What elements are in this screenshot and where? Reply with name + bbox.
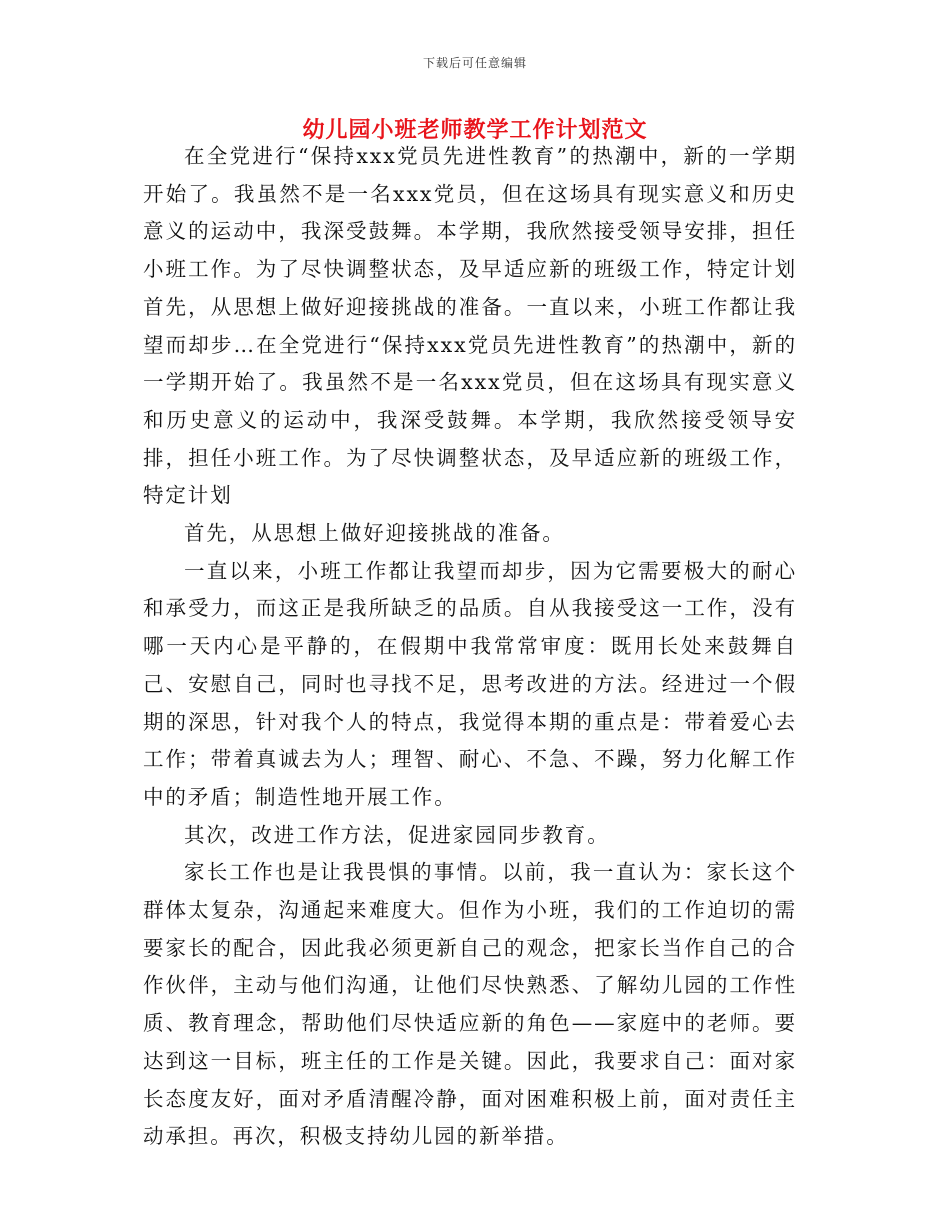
paragraph: 一直以来，小班工作都让我望而却步，因为它需要极大的耐心和承受力，而这正是我所缺乏的品质。自从我接受这一工作，没有哪一天内心是平静的，在假期中我常常审度：既用长处来鼓舞自己、安慰自己，同时也寻找不足，思考改进的方法。经进过一个假期的深思，针对我个人的特点，我觉得本期的重点是：带着爱心去工作；带着真诚去为人；理智、耐心、不急、不躁，努力化解工作中的矛盾；制造性地开展工作。: [143, 558, 797, 809]
document-body: [143, 138, 797, 1156]
header-note: 下载后可任意编辑: [422, 56, 527, 70]
paragraph: 在全党进行“保持xxx党员先进性教育”的热潮中，新的一学期开始了。我虽然不是一名xxx党员，但在这场具有现实意义和历史意义的运动中，我深受鼓舞。本学期，我欣然接受领导安排，担任小班工作。为了尽快调整状态，及早适应新的班级工作，特定计划首先，从思想上做好迎接挑战的准备。一直以来，小班工作都让我望而却步…在全党进行“保持xxx党员先进性教育”的热潮中，新的一学期开始了。我虽然不是一名xxx党员，但在这场具有现实意义和历史意义的运动中，我深受鼓舞。本学期，我欣然接受领导安排，担任小班工作。为了尽快调整状态，及早适应新的班级工作，特定计划: [143, 144, 797, 508]
document-title: 幼儿园小班老师教学工作计划范文: [302, 117, 648, 143]
paragraph: 首先，从思想上做好迎接挑战的准备。: [184, 521, 565, 546]
paragraph: 家长工作也是让我畏惧的事情。以前，我一直认为：家长这个群体太复杂，沟通起来难度大。但作为小班，我们的工作迫切的需要家长的配合，因此我必须更新自己的观念，把家长当作自己的合作伙伴，主动与他们沟通，让他们尽快熟悉、了解幼儿园的工作性质、教育理念，帮助他们尽快适应新的角色——家庭中的老师。要达到这一目标，班主任的工作是关键。因此，我要求自己：面对家长态度友好，面对矛盾清醒冷静，面对困难积极上前，面对责任主动承担。再次，积极支持幼儿园的新举措。: [143, 860, 797, 1149]
paragraph: 其次，改进工作方法，促进家园同步教育。: [184, 822, 610, 847]
